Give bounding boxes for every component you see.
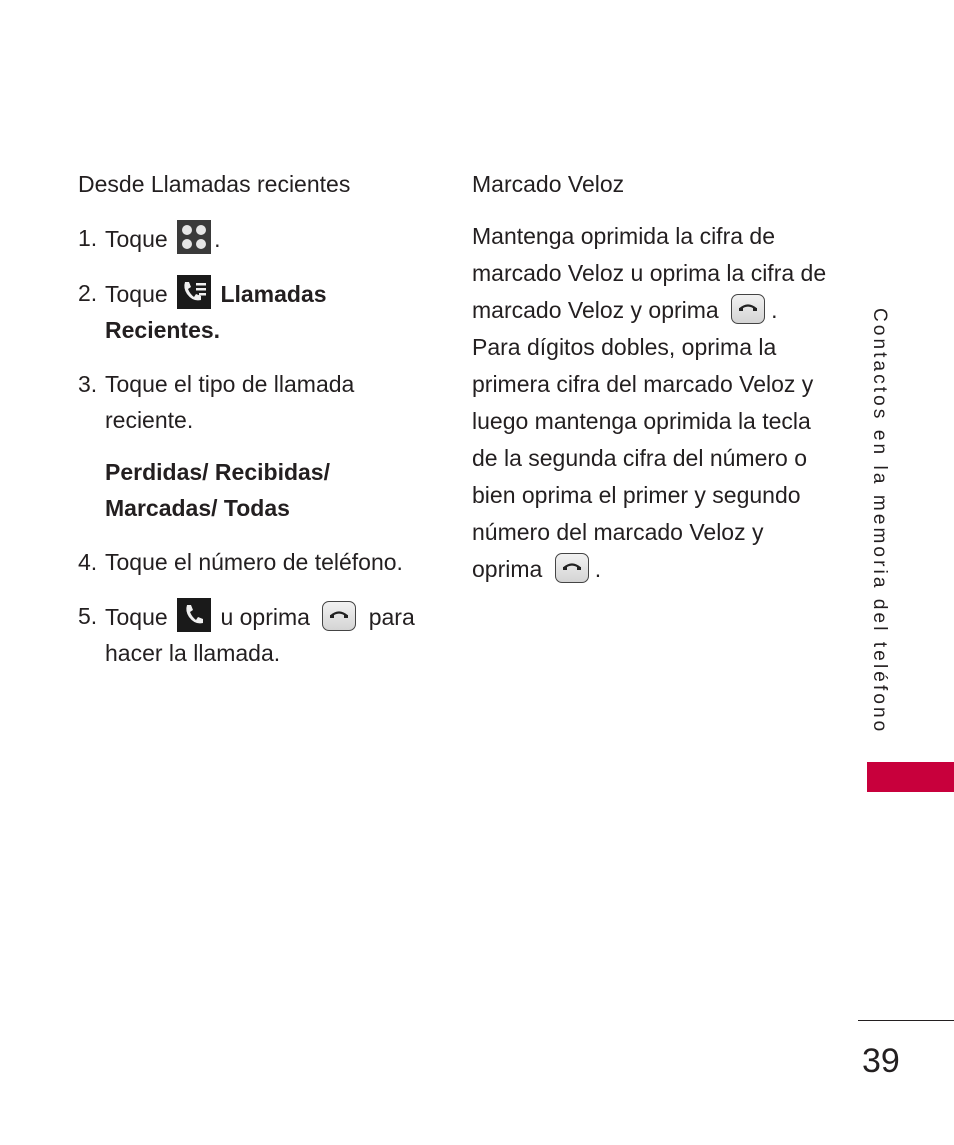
phone-icon [177,598,211,632]
send-key-icon [322,601,356,631]
side-tab-label: Contactos en la memoria del teléfono [869,308,890,735]
left-column [78,166,428,671]
section-heading-speed-dial: Marcado Veloz [472,171,625,197]
section-heading-recent-calls: Desde Llamadas recientes [78,171,351,197]
speed-dial-paragraph: Mantenga oprimida la cifra de marcado Veloz u oprima la cifra de marcado Veloz y oprima . Para dígitos dobles, oprima la primera cifra del marcado Veloz y luego mantenga oprimida la tecla de la segunda cifra del número o bien oprima el primer y segundo número del marcado Veloz y oprima . [472,223,827,582]
call-type-options: Perdidas/ Recibidas/ Marcadas/ Todas [105,459,330,521]
menu-grid-icon [177,220,211,254]
step-3: 3. Toque el tipo de llamada reciente. [78,371,355,433]
recent-calls-label: Llamadas Recientes. [105,281,327,343]
step-1: 1. Toque . [78,220,428,257]
send-key-icon [731,294,765,324]
send-key-icon [555,553,589,583]
recent-calls-icon [177,275,211,309]
step-5: 5. Toque u oprima para hacer la llamada. [78,598,428,671]
page-number: 39 [862,1042,900,1080]
right-column [472,166,832,588]
step-4: 4. Toque el número de teléfono. [78,549,403,575]
footer-rule [858,1020,954,1021]
step-2: 2. Toque Llamadas Recientes. [78,275,428,348]
side-tab-marker [867,762,954,792]
